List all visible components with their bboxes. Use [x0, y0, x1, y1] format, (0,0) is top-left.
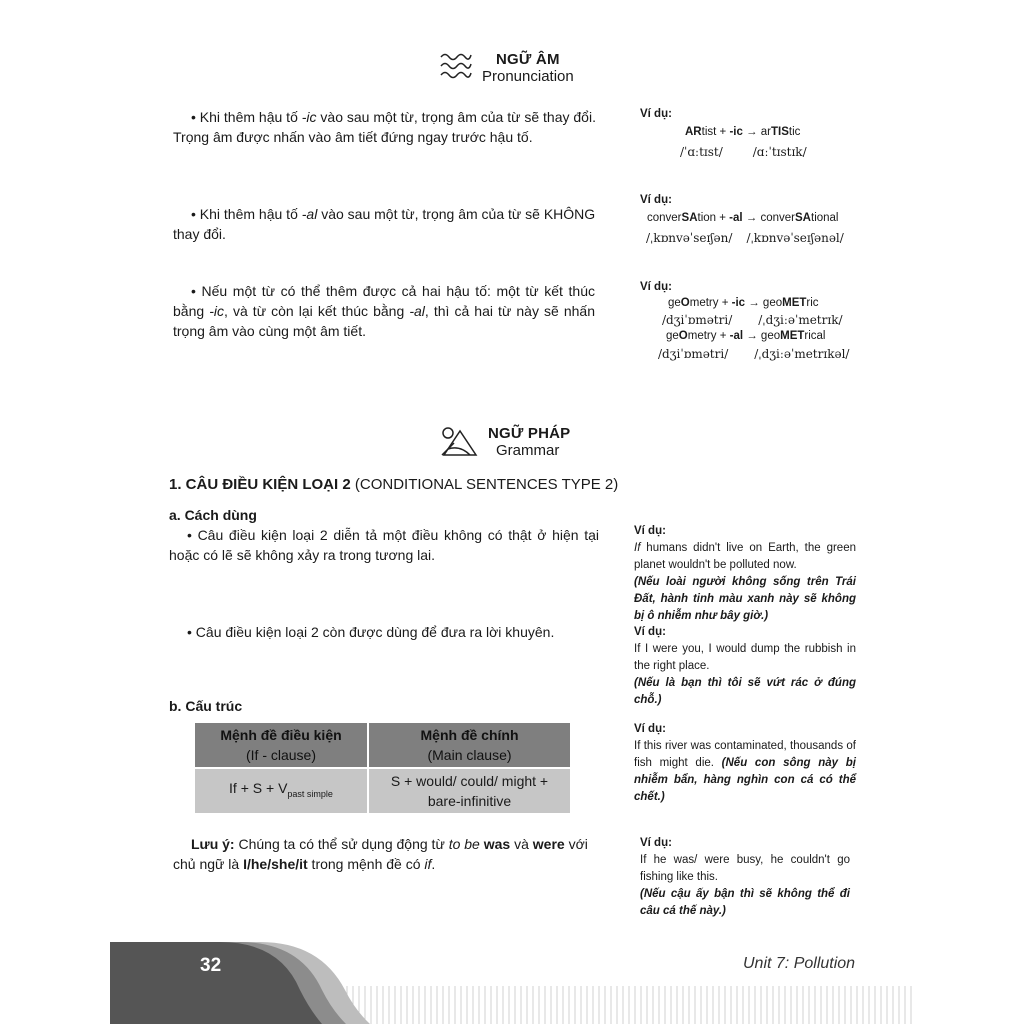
grammar-heading: 1. CÂU ĐIỀU KIỆN LOẠI 2 (CONDITIONAL SENTENCES TYPE 2) — [169, 476, 619, 493]
example-translation: (Nếu con sông này bị nhiễm bẩn, hàng nghìn con cá có thể chết.) — [634, 757, 856, 803]
example-sentence: If this river was contaminated, thousands of fish might die. — [634, 740, 856, 769]
main-clause-formula: S + would/ could/ might + bare-infinitive — [368, 768, 571, 813]
example-sentence: If he was/ were busy, he couldn't go fishing like this. — [640, 854, 850, 883]
example-sentence: If humans didn't live on Earth, the green planet wouldn't be polluted now. — [634, 542, 856, 571]
structure-table-row — [195, 768, 571, 813]
grammar-subtitle: Grammar — [496, 442, 560, 459]
if-clause-formula: $If + S + V_{past simple}$ — [195, 768, 368, 813]
grammar-header — [440, 425, 570, 459]
col-main-clause-header: Mệnh đề chính (Main clause) — [368, 723, 571, 768]
unit-title: Unit 7: Pollution — [743, 955, 856, 972]
example-label: Ví dụ: — [634, 626, 666, 638]
structure-example — [634, 721, 856, 806]
usage-point-1: • Câu điều kiện loại 2 diễn tả một điều không có thật ở hiện tại hoặc có lẽ sẽ không xảy ra trong tương lai. — [169, 527, 599, 563]
pronunciation-rule-3: • Nếu một từ có thể thêm được cả hai hậu tố: một từ kết thúc bằng -ic, và từ còn lại kết thúc bằng -al, thì cả hai từ này sẽ nhấn trọng âm vào cùng một âm tiết. — [173, 283, 596, 339]
example-sentence: If I were you, I would dump the rubbish in the right place. — [634, 643, 856, 672]
example-label: Ví dụ: — [640, 194, 672, 206]
pronunciation-rule-1: • Khi thêm hậu tố -ic vào sau một từ, trọng âm của từ sẽ thay đổi. Trọng âm được nhấn vào âm tiết đứng ngay trước hậu tố. — [173, 109, 596, 145]
example-translation: (Nếu cậu ấy bận thì sẽ không thể đi câu cá thế này.) — [640, 888, 850, 917]
example-ipa-1: /dʒiˈɒmətri/ /ˌdʒiːəˈmetrɪk/ — [662, 313, 843, 327]
example-translation: (Nếu loài người không sống trên Trái Đất, hành tinh màu xanh này sẽ không bị ô nhiễm như bây giờ.) — [634, 576, 856, 622]
pronunciation-header — [440, 51, 574, 85]
usage-title: a. Cách dùng — [169, 507, 257, 523]
structure-table-header — [195, 723, 571, 768]
pronunciation-example-1 — [640, 108, 870, 159]
example-words: ARtist + -ic → arTIStic — [685, 126, 801, 138]
example-translation: (Nếu là bạn thì tôi sẽ vứt rác ở đúng chỗ.) — [634, 677, 856, 706]
wave-lines-icon — [440, 51, 472, 81]
note-example — [640, 835, 850, 920]
example-label: Ví dụ: — [634, 723, 666, 735]
mountain-person-icon — [440, 425, 478, 459]
usage-example-2 — [634, 624, 856, 709]
example-label: Ví dụ: — [634, 525, 666, 537]
grammar-title: NGỮ PHÁP — [488, 425, 571, 442]
pronunciation-subtitle: Pronunciation — [482, 68, 574, 85]
footer-decoration — [110, 940, 915, 1024]
example-words-2: geOmetry + -al → geoMETrical — [666, 330, 826, 342]
example-label: Ví dụ: — [640, 837, 672, 849]
example-words: converSAtion + -al → converSAtional — [647, 212, 839, 224]
pronunciation-title: NGỮ ÂM — [496, 51, 560, 68]
example-ipa-2: /dʒiˈɒmətri/ /ˌdʒiːəˈmetrɪkəl/ — [658, 347, 850, 361]
pronunciation-example-3 — [640, 281, 880, 361]
page-number: 32 — [200, 955, 222, 976]
structure-table — [195, 723, 572, 813]
pronunciation-rule-2: • Khi thêm hậu tố -al vào sau một từ, trọng âm của từ sẽ KHÔNG thay đổi. — [173, 206, 596, 242]
example-ipa: /ˈɑːtɪst/ /ɑːˈtɪstɪk/ — [680, 145, 807, 159]
structure-title: b. Cấu trúc — [169, 698, 243, 714]
grammar-note: Lưu ý: Chúng ta có thể sử dụng động từ to be was và were với chủ ngữ là I/he/she/it trong mệnh đề có if. — [173, 836, 588, 872]
example-ipa: /ˌkɒnvəˈseɪʃən/ /ˌkɒnvəˈseɪʃənəl/ — [646, 231, 844, 245]
example-words-1: geOmetry + -ic → geoMETric — [668, 297, 819, 309]
usage-point-2: • Câu điều kiện loại 2 còn được dùng để đưa ra lời khuyên. — [187, 624, 555, 640]
pronunciation-example-2 — [640, 194, 880, 245]
usage-example-1 — [634, 523, 856, 625]
example-label: Ví dụ: — [640, 108, 672, 120]
example-label: Ví dụ: — [640, 281, 672, 293]
col-if-clause-header: Mệnh đề điều kiện (If - clause) — [195, 723, 368, 768]
